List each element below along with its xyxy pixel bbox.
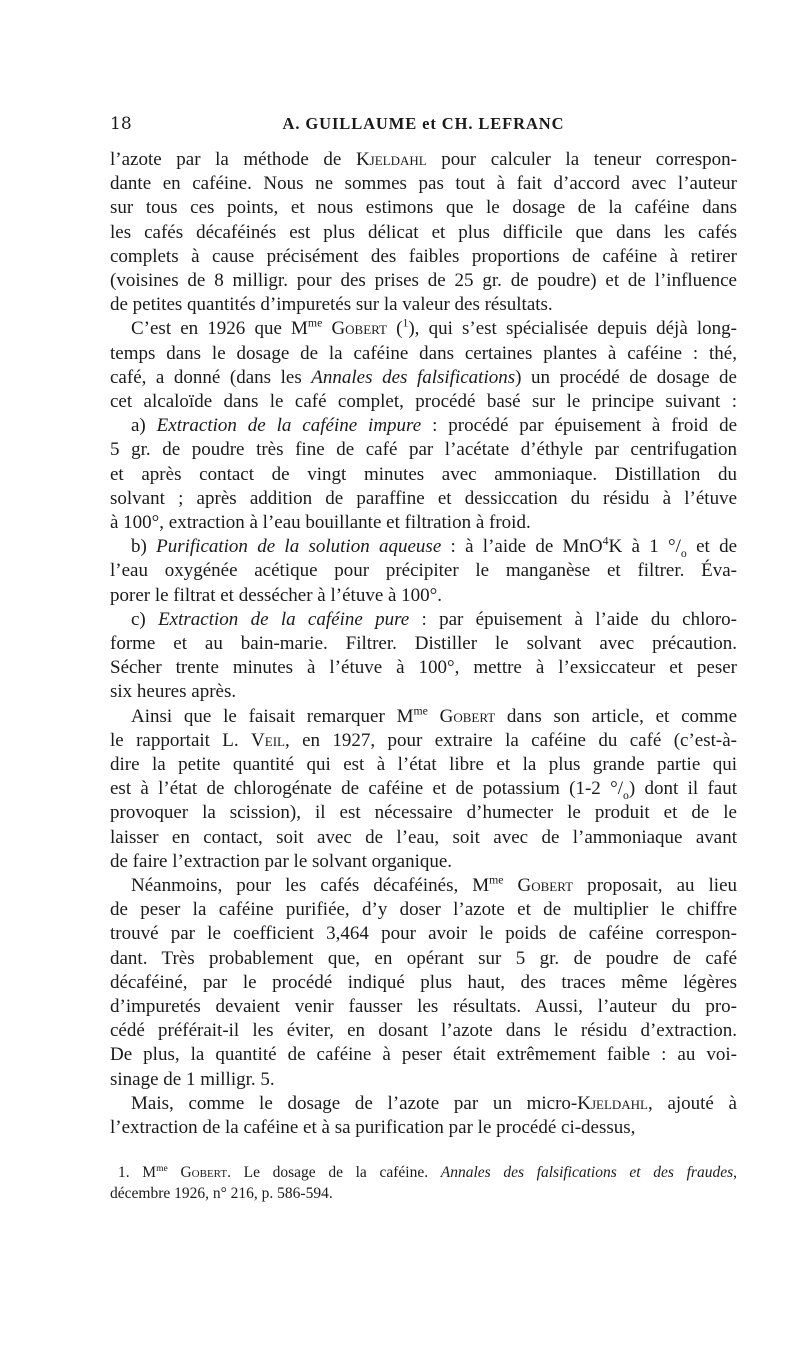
text-line [110, 487, 737, 511]
text-run: laisser en contact, soit avec de l’eau, soit avec de l’ammoniaque avant [110, 826, 737, 848]
text-line [131, 535, 737, 559]
text-run: complets à cause précisément des faibles proportions de caféine à retirer [110, 245, 737, 267]
text-run [428, 706, 440, 727]
text-run: forme et au bain-marie. Filtrer. Distiller le solvant avec précaution. [110, 633, 737, 654]
text-run: Gobert [180, 1164, 228, 1181]
text-line [110, 947, 737, 971]
page-number: 18 [110, 114, 132, 134]
text-line [110, 196, 737, 220]
text-line [110, 995, 737, 1019]
text-run: Sécher trente minutes à l’étuve à 100°, mettre à l’exsiccateur et peser [110, 657, 737, 679]
text-run: me [413, 704, 428, 718]
text-line [110, 390, 737, 414]
text-line [110, 971, 737, 995]
text-run: sur tous ces points, et nous estimons que le dosage de la caféine dans [110, 197, 737, 219]
text-run: : par épuisement à l’aide du chloro- [409, 608, 737, 630]
text-run: o [623, 788, 629, 802]
text-run: de petites quantités d’impuretés sur la valeur des résultats. [110, 294, 553, 316]
text-line [110, 463, 737, 487]
text-run: a) [131, 415, 157, 437]
text-run: Ainsi que le faisait remarquer M [131, 705, 414, 727]
text-run: me [489, 873, 504, 887]
page-header [110, 114, 737, 138]
text-run: cédé préférait-il les éviter, en dosant l’azote dans le résidu d’extraction. [110, 1020, 737, 1042]
text-line [110, 753, 737, 777]
text-run: décembre 1926, n° 216, p. 586-594. [110, 1185, 333, 1202]
text-line [131, 414, 737, 438]
text-run: dans son article, et comme [495, 705, 738, 727]
text-run: Extraction de la caféine impure [156, 415, 422, 437]
text-line [110, 922, 737, 946]
text-run: le rapportait L. [110, 729, 252, 751]
text-run: les cafés décaféinés est plus délicat et plus difficile que dans les cafés [110, 221, 737, 243]
text-line [131, 317, 737, 341]
text-run: l’extraction de la caféine et à sa purification par le procédé ci-dessus, [110, 1117, 636, 1138]
text-run: Kjeldahl [355, 149, 427, 170]
text-run: pour calculer la teneur correspon- [426, 149, 738, 170]
text-run: 1. M [118, 1164, 157, 1181]
text-run: de faire l’extraction par le solvant organique. [110, 850, 453, 872]
text-line [110, 293, 737, 317]
text-run: , en 1927, pour extraire la caféine du café (c’est-à- [284, 729, 737, 751]
text-run: et après contact de vingt minutes avec ammoniaque. Distillation du [110, 463, 737, 485]
text-run: Néanmoins, pour les cafés décaféinés, M [131, 875, 490, 896]
text-line [110, 1116, 737, 1140]
text-line [131, 608, 737, 632]
text-run: porer le filtrat et dessécher à l’étuve à 100°. [110, 584, 443, 606]
text-run: temps dans le dosage de la caféine dans certaines plantes à caféine : thé, [110, 342, 737, 364]
text-run: ( [387, 318, 403, 340]
text-run: K à 1 °/ [608, 536, 681, 558]
text-run: o [680, 546, 687, 560]
text-line [131, 1092, 737, 1116]
text-run: Purification de la solution aqueuse [156, 536, 442, 558]
text-run: : à l’aide de MnO [441, 536, 603, 558]
text-line [110, 148, 737, 172]
text-run: proposait, au lieu [573, 875, 738, 896]
text-run: me [307, 317, 323, 331]
text-line [110, 1019, 737, 1043]
text-run: ), qui s’est spécialisée depuis déjà long- [408, 318, 738, 340]
text-run: , ajouté à [648, 1092, 737, 1114]
text-run: Annales des falsifications et des fraudes [440, 1164, 734, 1181]
text-line [110, 801, 737, 825]
text-run: Gobert [439, 705, 496, 727]
text-run: Gobert [331, 318, 387, 340]
text-run: l’eau oxygénée acétique pour précipiter le manganèse et filtrer. Éva- [110, 560, 737, 582]
text-run: , [733, 1164, 737, 1181]
text-line [131, 705, 737, 729]
text-line [110, 172, 737, 196]
text-line [110, 1068, 737, 1092]
text-run: De plus, la quantité de caféine à peser était extrêmement faible : au voi- [110, 1044, 737, 1066]
text-run: d’impuretés devaient venir fausser les résultats. Aussi, l’auteur du pro- [110, 996, 737, 1017]
text-run: (voisines de 8 milligr. pour des prises de 25 gr. de poudre) et de l’influence [110, 270, 737, 291]
text-run: six heures après. [110, 681, 237, 703]
text-run: c) [131, 608, 159, 630]
text-run: 5 gr. de poudre très fine de café par l’acétate d’éthyle par centrifugation [110, 439, 737, 461]
text-run: me [156, 1162, 168, 1174]
text-run: b) [131, 536, 157, 558]
text-line [110, 680, 737, 704]
text-run: dire la petite quantité qui est à l’état libre et la plus grande partie qui [110, 754, 737, 775]
text-run: à 100°, extraction à l’eau bouillante et filtration à froid. [110, 512, 531, 533]
text-line [110, 366, 737, 390]
text-run: provoquer la scission), il est nécessaire d’humecter le produit et de le [110, 802, 737, 824]
text-run [504, 875, 518, 896]
text-line [110, 826, 737, 850]
text-run: de peser la caféine purifiée, d’y doser l’azote et de multiplier le chiffre [110, 899, 737, 921]
text-run: cet alcaloïde dans le café complet, procédé basé sur le principe suivant : [110, 391, 737, 412]
text-line [110, 584, 737, 608]
text-line [110, 898, 737, 922]
text-line [110, 729, 737, 753]
text-line [110, 1043, 737, 1067]
text-run: 4 [602, 534, 609, 548]
text-run: café, a donné (dans les [110, 366, 312, 388]
text-run: Gobert [517, 875, 574, 896]
text-line [110, 342, 737, 366]
text-run: Mais, comme le dosage de l’azote par un micro- [131, 1092, 578, 1114]
text-run: ) un procédé de dosage de [515, 366, 737, 388]
footnote-line [110, 1184, 737, 1204]
text-line [110, 777, 737, 801]
text-run: et de [686, 536, 738, 558]
text-run: Annales des falsifications [311, 366, 516, 388]
text-run: sinage de 1 milligr. 5. [110, 1068, 275, 1090]
footnote-line [118, 1163, 737, 1183]
text-line [110, 559, 737, 583]
text-run: C’est en 1926 que M [131, 318, 308, 340]
text-line [131, 874, 737, 898]
text-run: trouvé par le coefficient 3,464 pour avoir le poids de caféine correspon- [110, 923, 737, 945]
text-run: Kjeldahl [577, 1092, 648, 1114]
text-run [168, 1164, 181, 1181]
running-head: A. GUILLAUME et CH. LEFRANC [282, 114, 565, 133]
text-run: solvant ; après addition de paraffine et dessiccation du résidu à l’étuve [110, 487, 737, 509]
text-line [110, 850, 737, 874]
text-run: 1 [402, 317, 409, 331]
text-line [110, 221, 737, 245]
text-run: Extraction de la caféine pure [158, 608, 410, 630]
text-line [110, 438, 737, 462]
text-run: ) dont il faut [628, 778, 738, 800]
text-line [110, 632, 737, 656]
text-run: décaféiné, par le procédé indiqué plus haut, des traces même légères [110, 971, 737, 993]
text-line [110, 511, 737, 535]
text-line [110, 269, 737, 293]
text-run: dante en caféine. Nous ne sommes pas tout à fait d’accord avec l’auteur [110, 173, 737, 195]
text-line [110, 656, 737, 680]
text-run: . Le dosage de la caféine. [227, 1164, 441, 1181]
text-run: : procédé par épuisement à froid de [421, 415, 737, 437]
text-run: Veil [251, 729, 285, 751]
text-line [110, 245, 737, 269]
text-run: l’azote par la méthode de [110, 149, 356, 170]
text-run: dant. Très probablement que, en opérant sur 5 gr. de poudre de café [110, 947, 737, 969]
text-run: est à l’état de chlorogénate de caféine et de potassium (1-2 °/ [110, 778, 623, 800]
